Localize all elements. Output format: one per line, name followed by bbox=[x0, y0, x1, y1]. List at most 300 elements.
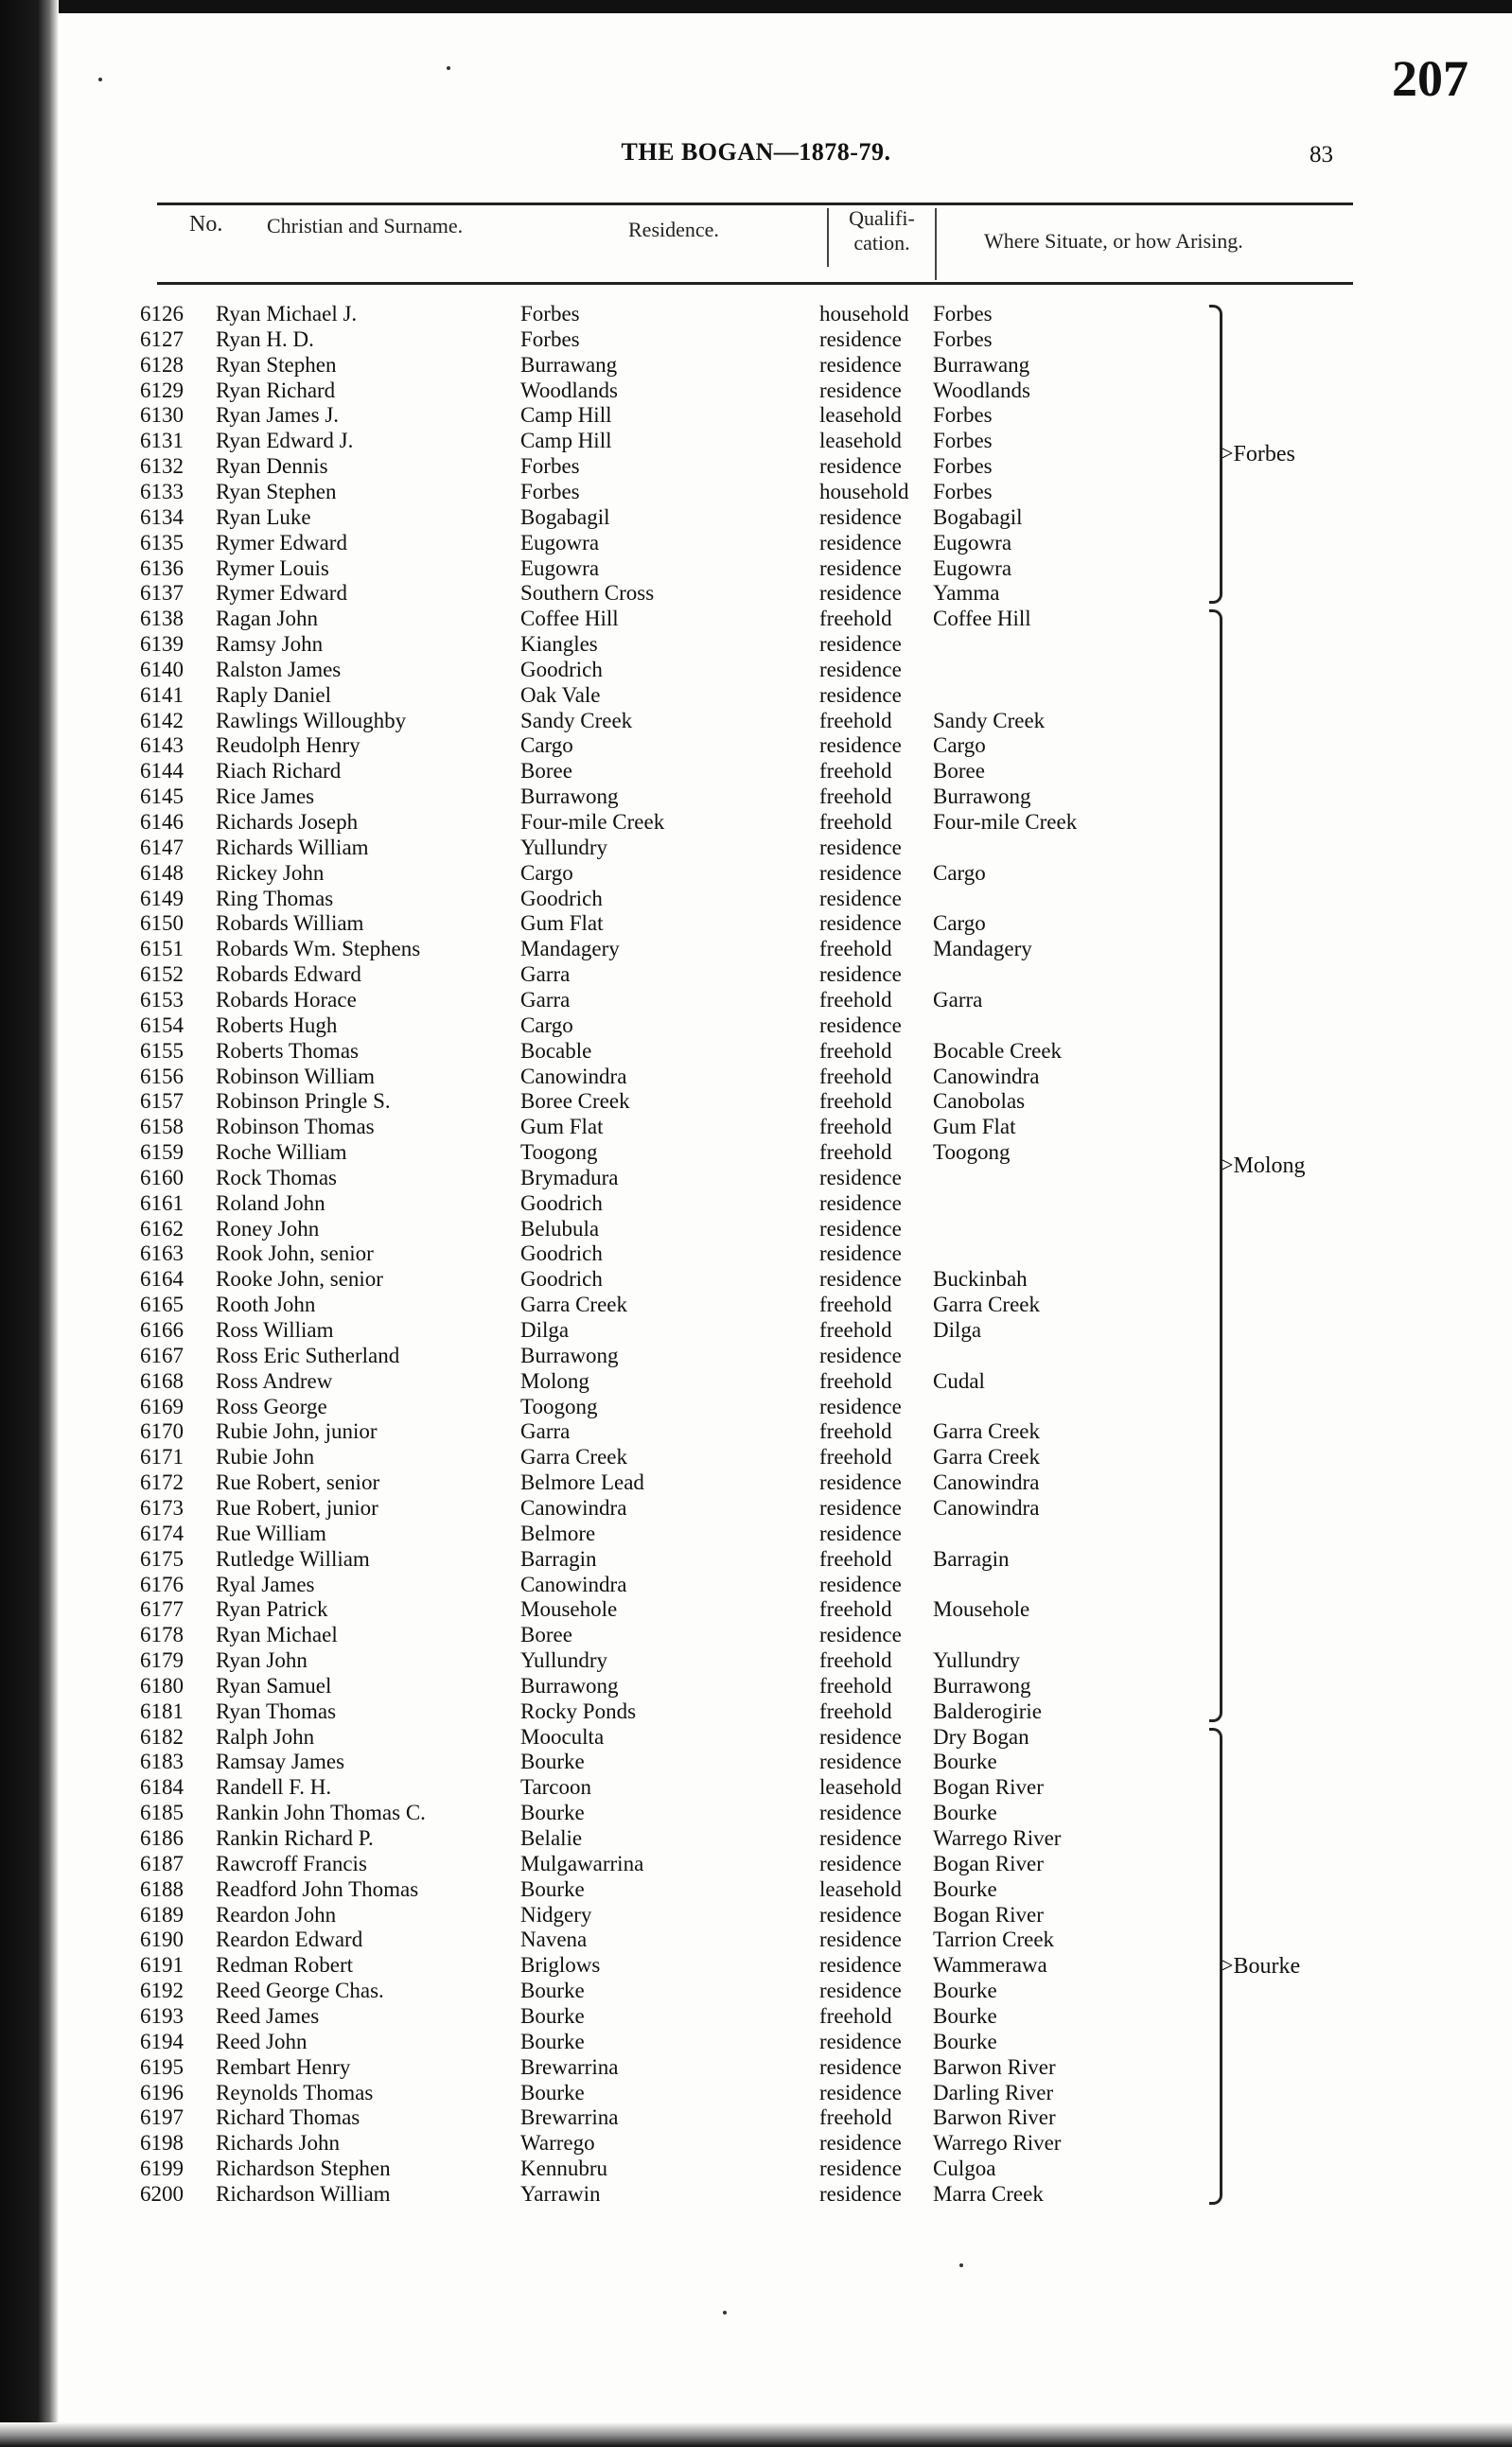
residence-cell: Burrawong bbox=[520, 1673, 619, 1698]
row-number: 6200 bbox=[140, 2181, 184, 2206]
residence-cell: Bourke bbox=[520, 1750, 585, 1774]
residence-cell: Eugowra bbox=[520, 555, 600, 580]
row-number: 6183 bbox=[140, 1750, 184, 1774]
where-situate-cell: Bogan River bbox=[933, 1851, 1044, 1875]
table-row bbox=[0, 1978, 1512, 2003]
elector-name: Ryan Samuel bbox=[216, 1673, 332, 1698]
table-row bbox=[0, 1343, 1512, 1368]
residence-cell: Goodrich bbox=[520, 1190, 603, 1215]
where-situate-cell: Bourke bbox=[933, 1979, 997, 2003]
residence-cell: Yarrawin bbox=[520, 2181, 601, 2206]
qualification-cell: residence bbox=[819, 1928, 902, 1952]
qualification-cell: freehold bbox=[819, 1293, 892, 1317]
elector-name: Rubie John, junior bbox=[216, 1419, 378, 1444]
qualification-cell: residence bbox=[819, 1801, 902, 1825]
qualification-cell: freehold bbox=[819, 1546, 892, 1571]
where-situate-cell: Boree bbox=[933, 759, 985, 783]
scan-speck bbox=[98, 78, 102, 81]
residence-cell: Tarcoon bbox=[520, 1775, 592, 1800]
residence-cell: Dilga bbox=[520, 1318, 570, 1342]
qualification-cell: freehold bbox=[819, 1648, 892, 1673]
elector-name: Robinson William bbox=[216, 1064, 375, 1088]
elector-name: Rue Robert, junior bbox=[216, 1495, 378, 1520]
qualification-cell: residence bbox=[819, 835, 902, 859]
qualification-cell: leasehold bbox=[819, 1876, 902, 1901]
elector-name: Richard Thomas bbox=[216, 2105, 360, 2130]
qualification-cell: residence bbox=[819, 657, 902, 681]
elector-name: Robards Edward bbox=[216, 962, 361, 987]
qualification-cell: leasehold bbox=[819, 1775, 902, 1800]
scan-speck bbox=[723, 2311, 727, 2315]
elector-name: Rock Thomas bbox=[216, 1165, 337, 1189]
table-row bbox=[0, 961, 1512, 987]
residence-cell: Cargo bbox=[520, 733, 573, 758]
where-situate-cell: Bogan River bbox=[933, 1775, 1044, 1800]
row-number: 6180 bbox=[140, 1673, 184, 1698]
residence-cell: Boree bbox=[520, 759, 572, 783]
qualification-cell: residence bbox=[819, 530, 902, 555]
elector-name: Rankin Richard P. bbox=[216, 1826, 374, 1850]
elector-name: Ryan Stephen bbox=[216, 352, 337, 377]
residence-cell: Goodrich bbox=[520, 1241, 603, 1266]
elector-name: Rooth John bbox=[216, 1293, 316, 1317]
table-row bbox=[0, 301, 1512, 326]
table-row bbox=[0, 1622, 1512, 1647]
qualification-cell: residence bbox=[819, 2131, 902, 2156]
elector-name: Roney John bbox=[216, 1216, 320, 1241]
qualification-cell: residence bbox=[819, 1012, 902, 1037]
qualification-cell: residence bbox=[819, 2157, 902, 2181]
row-number: 6128 bbox=[140, 352, 184, 377]
row-number: 6186 bbox=[140, 1826, 184, 1850]
where-situate-cell: Forbes bbox=[933, 429, 993, 453]
scan-edge-top bbox=[0, 0, 1512, 13]
table-row bbox=[0, 606, 1512, 631]
where-situate-cell: Bocable Creek bbox=[933, 1038, 1063, 1063]
elector-name: Robards William bbox=[216, 911, 364, 936]
elector-name: Readford John Thomas bbox=[216, 1876, 419, 1901]
where-situate-cell: Culgoa bbox=[933, 2157, 996, 2181]
where-situate-cell: Bourke bbox=[933, 1750, 997, 1774]
row-number: 6145 bbox=[140, 784, 184, 809]
elector-name: Roberts Thomas bbox=[216, 1038, 359, 1063]
qualification-cell: residence bbox=[819, 504, 902, 529]
residence-cell: Belmore Lead bbox=[520, 1470, 644, 1495]
row-number: 6141 bbox=[140, 682, 184, 707]
district-label: >Forbes bbox=[1221, 442, 1295, 467]
residence-cell: Camp Hill bbox=[520, 429, 612, 453]
row-number: 6188 bbox=[140, 1876, 184, 1901]
row-number: 6142 bbox=[140, 708, 184, 732]
elector-name: Ralston James bbox=[216, 657, 342, 681]
elector-name: Ryan Patrick bbox=[216, 1597, 328, 1622]
elector-name: Riach Richard bbox=[216, 759, 342, 783]
residence-cell: Canowindra bbox=[520, 1572, 627, 1596]
elector-name: Ryan Thomas bbox=[216, 1699, 337, 1723]
residence-cell: Kennubru bbox=[520, 2157, 607, 2181]
where-situate-cell: Woodlands bbox=[933, 378, 1030, 402]
table-row bbox=[0, 682, 1512, 708]
qualification-cell: residence bbox=[819, 911, 902, 936]
row-number: 6184 bbox=[140, 1775, 184, 1800]
table-row bbox=[0, 2156, 1512, 2181]
where-situate-cell: Garra bbox=[933, 987, 983, 1012]
residence-cell: Goodrich bbox=[520, 1267, 603, 1292]
table-row bbox=[0, 2130, 1512, 2156]
table-row bbox=[0, 1724, 1512, 1750]
where-situate-cell: Barwon River bbox=[933, 2105, 1056, 2130]
row-number: 6172 bbox=[140, 1470, 184, 1495]
where-situate-cell: Garra Creek bbox=[933, 1293, 1041, 1317]
residence-cell: Navena bbox=[520, 1928, 588, 1952]
table-row bbox=[0, 2003, 1512, 2029]
scan-edge-bottom bbox=[0, 2422, 1512, 2447]
where-situate-cell: Burrawong bbox=[933, 784, 1031, 809]
row-number: 6192 bbox=[140, 1979, 184, 2003]
table-row bbox=[0, 732, 1512, 758]
qualification-cell: residence bbox=[819, 1902, 902, 1927]
elector-name: Rubie John bbox=[216, 1445, 315, 1470]
elector-name: Richards William bbox=[216, 835, 369, 859]
row-number: 6131 bbox=[140, 429, 184, 453]
residence-cell: Bourke bbox=[520, 1876, 585, 1901]
elector-name: Reed George Chas. bbox=[216, 1979, 384, 2003]
table-row bbox=[0, 1216, 1512, 1241]
row-number: 6167 bbox=[140, 1343, 184, 1367]
elector-name: Ryan Dennis bbox=[216, 454, 328, 479]
where-situate-cell: Balderogirie bbox=[933, 1699, 1042, 1723]
qualification-cell: residence bbox=[819, 1572, 902, 1596]
table-row bbox=[0, 1673, 1512, 1699]
residence-cell: Forbes bbox=[520, 302, 580, 326]
table-row bbox=[0, 479, 1512, 504]
qualification-cell: residence bbox=[819, 1190, 902, 1215]
where-situate-cell: Forbes bbox=[933, 302, 993, 326]
elector-name: Rickey John bbox=[216, 860, 325, 885]
elector-name: Reudolph Henry bbox=[216, 733, 360, 758]
table-row bbox=[0, 1800, 1512, 1825]
table-row bbox=[0, 987, 1512, 1012]
qualification-cell: freehold bbox=[819, 2003, 892, 2028]
where-situate-cell: Forbes bbox=[933, 479, 993, 503]
elector-name: Reynolds Thomas bbox=[216, 2080, 374, 2104]
qualification-cell: residence bbox=[819, 1623, 902, 1647]
qualification-cell: freehold bbox=[819, 1673, 892, 1698]
qualification-cell: freehold bbox=[819, 1064, 892, 1088]
table-row bbox=[0, 1088, 1512, 1114]
column-header-residence: Residence. bbox=[628, 218, 719, 241]
qualification-cell: freehold bbox=[819, 937, 892, 961]
residence-cell: Canowindra bbox=[520, 1495, 627, 1520]
header-column-separator bbox=[935, 208, 937, 280]
where-situate-cell: Yamma bbox=[933, 581, 1000, 606]
qualification-cell: residence bbox=[819, 1979, 902, 2003]
elector-name: Ring Thomas bbox=[216, 886, 334, 910]
row-number: 6143 bbox=[140, 733, 184, 758]
qualification-cell: freehold bbox=[819, 784, 892, 809]
table-row bbox=[0, 378, 1512, 403]
where-situate-cell: Cargo bbox=[933, 860, 986, 885]
qualification-cell: freehold bbox=[819, 1318, 892, 1342]
table-row bbox=[0, 352, 1512, 378]
elector-name: Richardson Stephen bbox=[216, 2157, 391, 2181]
row-number: 6193 bbox=[140, 2003, 184, 2028]
qualification-cell: residence bbox=[819, 632, 902, 657]
elector-name: Rymer Edward bbox=[216, 581, 347, 606]
table-row bbox=[0, 1851, 1512, 1876]
qualification-cell: freehold bbox=[819, 1597, 892, 1622]
row-number: 6161 bbox=[140, 1190, 184, 1215]
residence-cell: Oak Vale bbox=[520, 682, 601, 707]
qualification-cell: freehold bbox=[819, 987, 892, 1012]
qualification-cell: household bbox=[819, 302, 909, 326]
elector-name: Ramsay James bbox=[216, 1750, 345, 1774]
table-row bbox=[0, 2080, 1512, 2105]
residence-cell: Molong bbox=[520, 1368, 589, 1393]
qualification-cell: residence bbox=[819, 733, 902, 758]
residence-cell: Cargo bbox=[520, 1012, 573, 1037]
where-situate-cell: Barragin bbox=[933, 1546, 1010, 1571]
header-column-separator bbox=[827, 208, 829, 267]
row-number: 6190 bbox=[140, 1928, 184, 1952]
table-row bbox=[0, 1699, 1512, 1724]
elector-name: Rawlings Willoughby bbox=[216, 708, 407, 732]
qualification-cell: residence bbox=[819, 1470, 902, 1495]
elector-name: Ryal James bbox=[216, 1572, 315, 1596]
table-row bbox=[0, 1038, 1512, 1064]
residence-cell: Warrego bbox=[520, 2131, 595, 2156]
elector-name: Ragan John bbox=[216, 607, 318, 631]
residence-cell: Brymadura bbox=[520, 1165, 619, 1189]
elector-name: Ryan Edward J. bbox=[216, 429, 354, 453]
row-number: 6152 bbox=[140, 962, 184, 987]
where-situate-cell: Toogong bbox=[933, 1140, 1011, 1165]
residence-cell: Gum Flat bbox=[520, 1115, 604, 1139]
qualification-cell: freehold bbox=[819, 708, 892, 732]
qualification-cell: residence bbox=[819, 1953, 902, 1978]
qualification-cell: residence bbox=[819, 1343, 902, 1367]
where-situate-cell: Cudal bbox=[933, 1368, 985, 1393]
residence-cell: Burrawang bbox=[520, 352, 618, 377]
elector-name: Rook John, senior bbox=[216, 1241, 374, 1266]
row-number: 6196 bbox=[140, 2080, 184, 2104]
residence-cell: Belubula bbox=[520, 1216, 600, 1241]
residence-cell: Mulgawarrina bbox=[520, 1851, 644, 1875]
residence-cell: Forbes bbox=[520, 479, 580, 503]
table-row bbox=[0, 1012, 1512, 1038]
elector-name: Roland John bbox=[216, 1190, 325, 1215]
row-number: 6154 bbox=[140, 1012, 184, 1037]
elector-name: Rutledge William bbox=[216, 1546, 370, 1571]
table-row bbox=[0, 783, 1512, 809]
table-row bbox=[0, 1064, 1512, 1089]
row-number: 6144 bbox=[140, 759, 184, 783]
qualification-cell: residence bbox=[819, 555, 902, 580]
table-row bbox=[0, 1825, 1512, 1851]
column-header-no: No. bbox=[189, 212, 223, 237]
residence-cell: Garra Creek bbox=[520, 1293, 628, 1317]
elector-name: Rankin John Thomas C. bbox=[216, 1801, 426, 1825]
table-row bbox=[0, 860, 1512, 886]
residence-cell: Bourke bbox=[520, 2029, 585, 2053]
residence-cell: Burrawong bbox=[520, 1343, 619, 1367]
where-situate-cell: Tarrion Creek bbox=[933, 1928, 1055, 1952]
row-number: 6176 bbox=[140, 1572, 184, 1596]
residence-cell: Bourke bbox=[520, 2080, 585, 2104]
table-row bbox=[0, 1572, 1512, 1597]
residence-cell: Camp Hill bbox=[520, 403, 612, 428]
where-situate-cell: Burrawang bbox=[933, 352, 1030, 377]
where-situate-cell: Wammerawa bbox=[933, 1953, 1047, 1978]
residence-cell: Toogong bbox=[520, 1394, 598, 1418]
where-situate-cell: Bourke bbox=[933, 1876, 997, 1901]
row-number: 6157 bbox=[140, 1089, 184, 1114]
where-situate-cell: Warrego River bbox=[933, 2131, 1062, 2156]
residence-cell: Garra bbox=[520, 962, 571, 987]
residence-cell: Garra bbox=[520, 1419, 571, 1444]
elector-name: Ross Andrew bbox=[216, 1368, 333, 1393]
row-number: 6179 bbox=[140, 1648, 184, 1673]
elector-name: Ramsy John bbox=[216, 632, 324, 657]
qualification-cell: residence bbox=[819, 1750, 902, 1774]
table-row bbox=[0, 936, 1512, 961]
sub-page-number: 83 bbox=[1310, 142, 1333, 167]
qualification-cell: residence bbox=[819, 352, 902, 377]
table-row bbox=[0, 809, 1512, 835]
residence-cell: Forbes bbox=[520, 326, 580, 351]
residence-cell: Boree Creek bbox=[520, 1089, 630, 1114]
elector-name: Ryan John bbox=[216, 1648, 308, 1673]
qualification-cell: freehold bbox=[819, 1368, 892, 1393]
row-number: 6146 bbox=[140, 810, 184, 834]
where-situate-cell: Coffee Hill bbox=[933, 607, 1031, 631]
page-title bbox=[0, 138, 1512, 167]
table-row bbox=[0, 1876, 1512, 1902]
elector-name: Ryan Luke bbox=[216, 504, 311, 529]
residence-cell: Bourke bbox=[520, 2003, 585, 2028]
table-row bbox=[0, 2029, 1512, 2054]
qualification-cell: freehold bbox=[819, 810, 892, 834]
row-number: 6162 bbox=[140, 1216, 184, 1241]
where-situate-cell: Eugowra bbox=[933, 530, 1012, 555]
table-row bbox=[0, 1927, 1512, 1952]
residence-cell: Belmore bbox=[520, 1521, 596, 1545]
residence-cell: Bocable bbox=[520, 1038, 592, 1063]
where-situate-cell: Yullundry bbox=[933, 1648, 1020, 1673]
elector-name: Reardon Edward bbox=[216, 1928, 363, 1952]
residence-cell: Yullundry bbox=[520, 835, 607, 859]
residence-cell: Southern Cross bbox=[520, 581, 655, 606]
qualification-cell: residence bbox=[819, 886, 902, 910]
row-number: 6136 bbox=[140, 555, 184, 580]
elector-name: Randell F. H. bbox=[216, 1775, 332, 1800]
table-row bbox=[0, 758, 1512, 783]
row-number: 6164 bbox=[140, 1267, 184, 1292]
qualification-cell: residence bbox=[819, 2029, 902, 2053]
qualification-cell: residence bbox=[819, 581, 902, 606]
where-situate-cell: Cargo bbox=[933, 911, 986, 936]
qualification-cell: freehold bbox=[819, 607, 892, 631]
row-number: 6171 bbox=[140, 1445, 184, 1470]
qualification-cell: residence bbox=[819, 1216, 902, 1241]
table-row bbox=[0, 1292, 1512, 1317]
where-situate-cell: Garra Creek bbox=[933, 1419, 1041, 1444]
qualification-cell: leasehold bbox=[819, 429, 902, 453]
table-row bbox=[0, 1114, 1512, 1139]
qualification-cell: residence bbox=[819, 1241, 902, 1266]
row-number: 6197 bbox=[140, 2105, 184, 2130]
page-title-text: THE BOGAN—1878-79. bbox=[621, 138, 891, 166]
qualification-cell: residence bbox=[819, 1851, 902, 1875]
row-number: 6138 bbox=[140, 607, 184, 631]
table-row bbox=[0, 530, 1512, 555]
row-number: 6158 bbox=[140, 1115, 184, 1139]
where-situate-cell: Forbes bbox=[933, 454, 993, 479]
elector-name: Robinson Thomas bbox=[216, 1115, 375, 1139]
residence-cell: Nidgery bbox=[520, 1902, 592, 1927]
residence-cell: Rocky Ponds bbox=[520, 1699, 637, 1723]
district-label: >Molong bbox=[1221, 1153, 1306, 1178]
residence-cell: Woodlands bbox=[520, 378, 618, 402]
row-number: 6173 bbox=[140, 1495, 184, 1520]
elector-name: Ryan James J. bbox=[216, 403, 340, 428]
qualification-cell: residence bbox=[819, 1267, 902, 1292]
elector-name: Robards Horace bbox=[216, 987, 357, 1012]
where-situate-cell: Barwon River bbox=[933, 2054, 1056, 2079]
qualification-cell: residence bbox=[819, 1521, 902, 1545]
table-row bbox=[0, 657, 1512, 682]
row-number: 6166 bbox=[140, 1318, 184, 1342]
elector-name: Reed John bbox=[216, 2029, 308, 2053]
row-number: 6175 bbox=[140, 1546, 184, 1571]
residence-cell: Burrawong bbox=[520, 784, 619, 809]
elector-name: Rice James bbox=[216, 784, 315, 809]
elector-name: Robards Wm. Stephens bbox=[216, 937, 421, 961]
qualification-cell: residence bbox=[819, 1394, 902, 1418]
row-number: 6181 bbox=[140, 1699, 184, 1723]
residence-cell: Barragin bbox=[520, 1546, 597, 1571]
row-number: 6130 bbox=[140, 403, 184, 428]
where-situate-cell: Dry Bogan bbox=[933, 1724, 1029, 1749]
table-row bbox=[0, 1317, 1512, 1343]
row-number: 6163 bbox=[140, 1241, 184, 1266]
header-rule-top bbox=[157, 202, 1353, 205]
qualification-cell: freehold bbox=[819, 1445, 892, 1470]
elector-name: Ralph John bbox=[216, 1724, 315, 1749]
where-situate-cell: Bourke bbox=[933, 1801, 997, 1825]
qualification-cell: residence bbox=[819, 1495, 902, 1520]
where-situate-cell: Buckinbah bbox=[933, 1267, 1028, 1292]
qualification-cell: freehold bbox=[819, 1038, 892, 1063]
table-row bbox=[0, 1902, 1512, 1928]
table-row bbox=[0, 1546, 1512, 1572]
table-row bbox=[0, 326, 1512, 352]
elector-name: Ross William bbox=[216, 1318, 334, 1342]
where-situate-cell: Canobolas bbox=[933, 1089, 1026, 1114]
residence-cell: Kiangles bbox=[520, 632, 598, 657]
table-row bbox=[0, 555, 1512, 581]
where-situate-cell: Burrawong bbox=[933, 1673, 1031, 1698]
table-row bbox=[0, 504, 1512, 530]
table-row bbox=[0, 1241, 1512, 1266]
table-row bbox=[0, 2054, 1512, 2080]
row-number: 6153 bbox=[140, 987, 184, 1012]
residence-cell: Bourke bbox=[520, 1979, 585, 2003]
residence-cell: Yullundry bbox=[520, 1648, 607, 1673]
table-row bbox=[0, 1495, 1512, 1521]
table-row bbox=[0, 402, 1512, 428]
table-row bbox=[0, 1521, 1512, 1546]
